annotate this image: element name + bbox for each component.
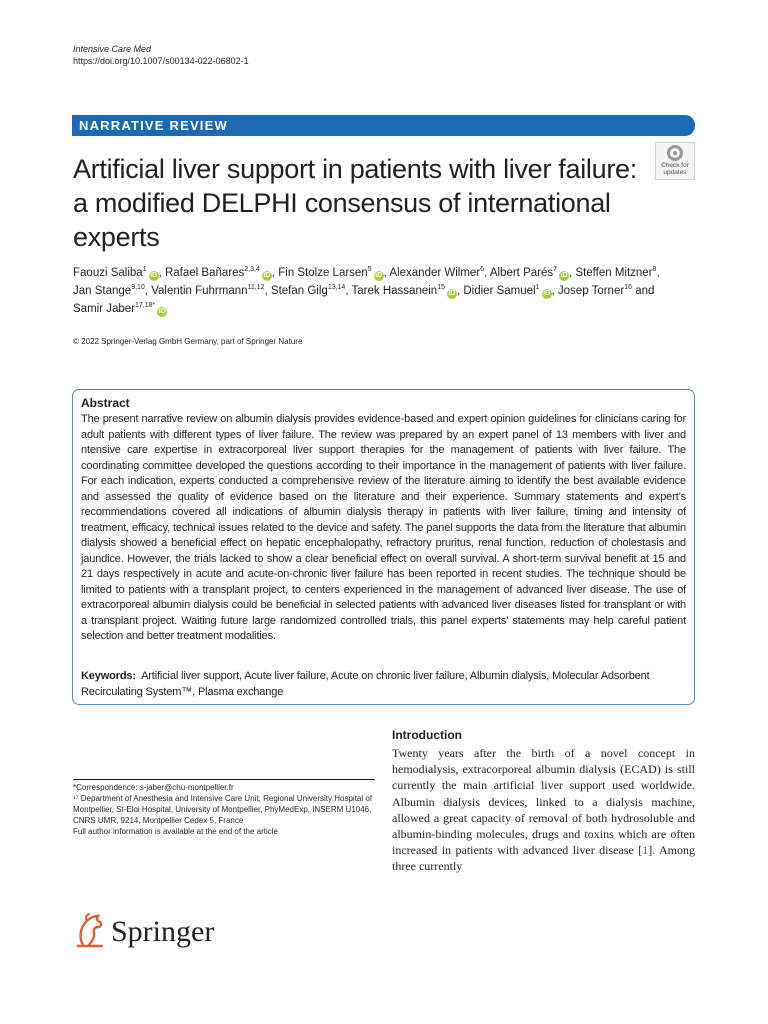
- author-item: [73, 303, 167, 315]
- author-list: Faouzi Saliba$^1$iD , Rafael Bañares$^{2,3,4}$iD , Fin Stolze Larsen$^5$iD , Alexander Wilmer$^6$, Albert Parés$^7$iD , Steffen Mitzner$^8$, Jan Stange$^{9,10}$, Valentin Fuhrmann$^{11,12}$, Stefan Gilg$^{13,14}$, Tarek Hassanein$^{15}$iD , Didier Samuel$^1$iD , Josep Torner$^{16}$ and Samir Jaber$^{17,18*}$iD: [73, 266, 660, 315]
- author-name: Steffen Mitzner: [575, 267, 653, 279]
- author-name: Albert Parés: [489, 267, 554, 279]
- abstract-text: The present narrative review on albumin dialysis provides evidence-based and expert opinion guidelines for clinicians caring for adult patients with different types of liver failure. The review was prepared by an expert panel of 13 members with liver and ntensive care expertise in extracorporeal liver support therapies for the management of patients with liver failure. The coordinating committee developed the questions according to their importance in the management of patients with liver failure. For each indication, experts conducted a comprehensive review of the literature aiming to identify the best available evidence and assessed the quality of evidence based on the literature and their experience. Summary statements and expert’s recommendations covered all indications of albumin dialysis therapy in patients with liver failure, timing and intensity of treatment, efficacy, technical issues related to the device and safety. The panel supports the data from the literature that albumin dialysis showed a beneficial effect on hepatic encephalopathy, refractory pruritus, renal function, reduction of cholestasis and jaundice. However, the trials lacked to show a clear beneficial effect on overall survival. A short-term survival benefit at 15 and 21 days respectively in acute and acute-on-chronic liver failure has been reported in recent studies. The technique should be limited to patients with a transplant project, to centers experienced in the management of advanced liver disease. The use of extracorporeal albumin dialysis could be beneficial in selected patients with advanced liver diseases listed for transplant or with a transplant project. Waiting future large randomized controlled trials, this panel experts’ statements may help careful patient selection and better treatment modalities.: [81, 413, 686, 642]
- reference-link[interactable]: 1: [642, 843, 649, 858]
- crossmark-icon: [667, 145, 683, 161]
- author-affiliation-sup: 16: [624, 284, 632, 292]
- author-item: [558, 285, 632, 297]
- article-type-banner: [72, 115, 695, 136]
- journal-name: Intensive Care Med: [73, 44, 152, 54]
- check-for-updates-badge[interactable]: [655, 142, 695, 180]
- author-affiliation-sup: 13,14: [327, 284, 346, 292]
- introduction-text: [392, 745, 695, 875]
- footnotes: [73, 782, 373, 837]
- abstract-box: [72, 389, 695, 705]
- abstract-heading: Abstract: [81, 396, 130, 410]
- author-affiliation-sup: 9,10: [131, 284, 145, 292]
- keywords-list: Artificial liver support, Acute liver failure, Acute on chronic liver failure, Albumin dialysis, Molecular Adsorbent Recirculating System™, Plasma exchange: [81, 670, 650, 698]
- author-affiliation-sup: 11,12: [247, 284, 265, 292]
- author-item: [490, 267, 569, 279]
- doi-link[interactable]: https://doi.org/10.1007/s00134-022-06802-1: [73, 56, 249, 66]
- author-conjunction: and: [635, 285, 655, 297]
- article-title: Artificial liver support in patients with liver failure: a modified DELPHI consensus of international experts: [73, 154, 637, 252]
- author-item: [73, 285, 145, 297]
- author-item: [151, 285, 264, 297]
- affiliation-note: ¹⁷ Department of Anesthesia and Intensive Care Unit, Regional University Hospital of Montpellier, St-Eloi Hospital, University of Montpellier, PhyMedExp, INSERM U1046, CNRS UMR, 9214, Montpellier Cedex 5, France: [73, 794, 373, 825]
- author-item: [165, 267, 272, 279]
- keywords: [81, 669, 686, 700]
- author-affiliation-sup: 6: [480, 266, 485, 274]
- author-name: Jan Stange: [73, 285, 132, 297]
- intro-text-part-1: Twenty years after the birth of a novel concept in hemodialysis, extracorporeal albumin dialysis (ECAD) is still currently the main artificial liver support used worldwide. Albumin dialysis devices, linked to a dialysis machine, allowed a great capacity of removal of both hydrosoluble and albumin-binding molecules, drugs and toxins which are often increased in patients with advanced liver disease [: [392, 746, 695, 858]
- orcid-icon[interactable]: iD: [448, 290, 456, 297]
- introduction-heading: Introduction: [392, 728, 462, 742]
- author-name: Fin Stolze Larsen: [278, 267, 368, 279]
- orcid-icon[interactable]: iD: [158, 308, 166, 315]
- orcid-icon[interactable]: iD: [375, 272, 383, 279]
- author-affiliation-sup: 2,3,4: [244, 266, 260, 274]
- author-name: Alexander Wilmer: [389, 267, 481, 279]
- springer-horse-icon: [73, 912, 107, 948]
- author-affiliation-sup: 5: [367, 266, 372, 274]
- article-type-label: NARRATIVE REVIEW: [79, 118, 228, 133]
- orcid-icon[interactable]: iD: [150, 272, 158, 279]
- author-affiliation-sup: 8: [652, 266, 657, 274]
- intro-text-part-2: ]. Among three currently: [392, 843, 695, 874]
- footnote-divider: [73, 779, 375, 780]
- author-info-note: Full author information is available at the end of the article: [73, 827, 279, 836]
- author-affiliation-sup: 1: [535, 284, 540, 292]
- author-name: Valentin Fuhrmann: [151, 285, 248, 297]
- author-item: [278, 267, 383, 279]
- orcid-icon[interactable]: iD: [263, 272, 271, 279]
- author-name: Rafael Bañares: [164, 267, 245, 279]
- author-affiliation-sup: 7: [553, 266, 558, 274]
- badge-line-1: Check for: [661, 162, 689, 169]
- author-affiliation-sup: 15: [437, 284, 445, 292]
- author-item: [389, 267, 484, 279]
- author-item: [463, 285, 551, 297]
- author-name: Stefan Gilg: [270, 285, 328, 297]
- author-item: [575, 267, 656, 279]
- author-affiliation-sup: 1: [142, 266, 147, 274]
- author-name: Samir Jaber: [73, 303, 135, 315]
- badge-line-2: updates: [663, 169, 687, 176]
- orcid-icon[interactable]: iD: [543, 290, 551, 297]
- copyright-notice: © 2022 Springer-Verlag GmbH Germany, part of Springer Nature: [73, 337, 303, 346]
- author-name: Faouzi Saliba: [73, 267, 143, 279]
- author-name: Tarek Hassanein: [351, 285, 438, 297]
- author-item: [73, 267, 159, 279]
- author-item: [352, 285, 457, 297]
- keywords-label: Keywords:: [81, 670, 136, 682]
- author-item: [271, 285, 345, 297]
- author-name: Didier Samuel: [463, 285, 536, 297]
- publisher-name: Springer: [111, 915, 215, 948]
- author-name: Josep Torner: [557, 285, 625, 297]
- correspondence-note: *Correspondence: s-jaber@chu-montpellier.fr: [73, 783, 234, 792]
- author-affiliation-sup: 17,18*: [135, 302, 156, 310]
- orcid-icon[interactable]: iD: [560, 272, 568, 279]
